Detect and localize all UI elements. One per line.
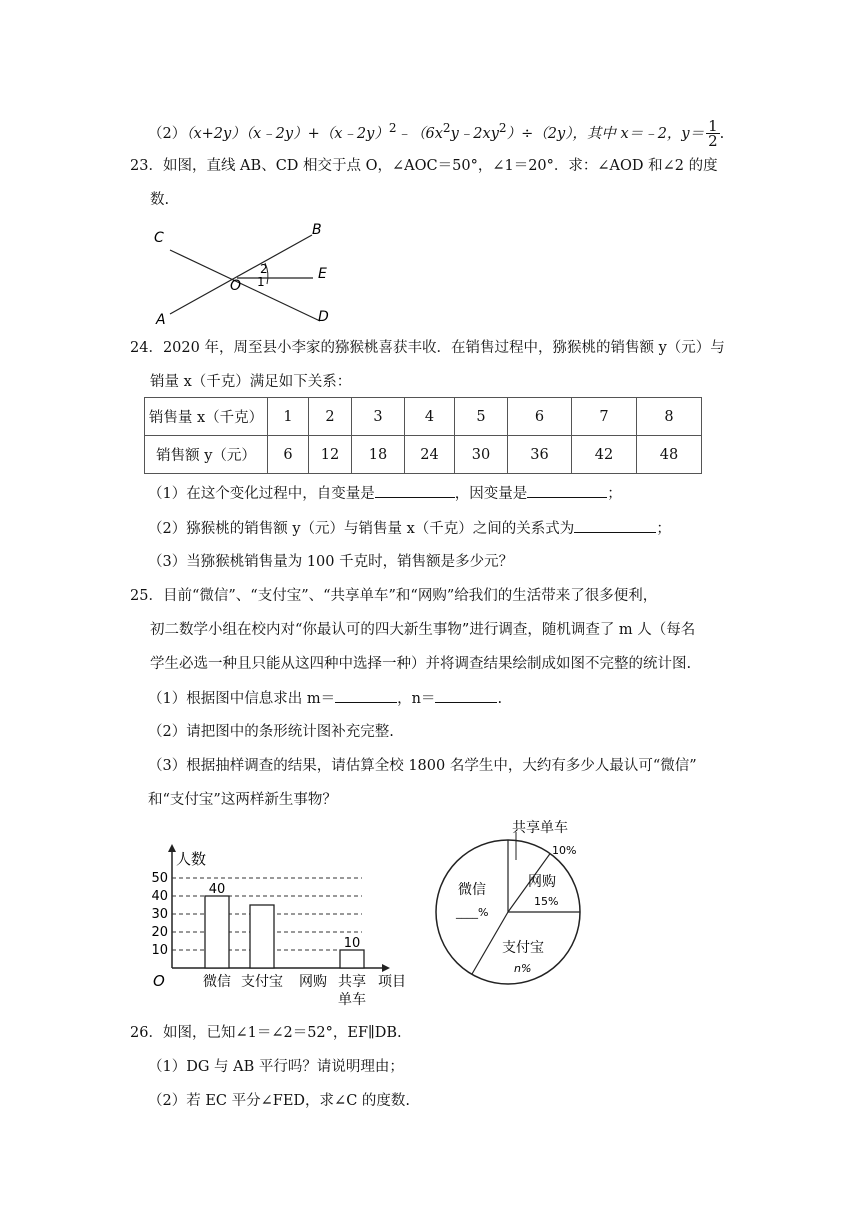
bar-data-label: 40 (208, 882, 226, 897)
q26-text: 如图，已知∠1＝∠2＝52°，EF∥DB. (162, 1025, 402, 1041)
pie-chart (430, 812, 590, 1012)
bar-ytick-label: 10 (151, 943, 168, 958)
bar-category-alipay: 支付宝 (241, 974, 283, 990)
q24-sub1-a: （1）在这个变化过程中，自变量是 (148, 486, 375, 502)
bar-ylabel: 人数 (176, 850, 207, 868)
q25-sub3-line1 (148, 756, 697, 776)
q25-sub3-b: 和“支付宝”这两样新生事物？ (148, 792, 337, 808)
q23-text1: 如图，直线 AB、CD 相交于点 O，∠AOC＝50°，∠1＝20°．求：∠AOD 和∠2 的度 (162, 158, 718, 174)
bar-1 (250, 905, 274, 968)
q22-exp-c: 2 (498, 121, 507, 135)
q25-sub2-text: （2）请把图中的条形统计图补充完整. (148, 724, 394, 740)
q22-label: （2） (148, 125, 187, 142)
q25-text1: 目前“微信”、“支付宝”、“共享单车”和“网购”给我们的生活带来了很多便利， (162, 588, 658, 604)
q23-number: 23． (130, 158, 163, 174)
pie-label-wechat: 微信 (458, 882, 486, 898)
q25-line2 (150, 620, 695, 640)
q25-text2: 初二数学小组在校内对“你最认可的四大新生事物”进行调查，随机调查了 m 人（每名 (150, 622, 696, 638)
q24-text2: 销量 x（千克）满足如下关系： (150, 374, 352, 390)
table-cell: 48 (637, 436, 702, 474)
table-header-x: 销售量 x（千克） (145, 398, 268, 436)
label-b: B (312, 222, 322, 238)
bar-3 (340, 950, 364, 968)
q24-sub2 (148, 518, 671, 539)
q24-text1: 2020 年，周至县小李家的猕猴桃喜获丰收．在销售过程中，猕猴桃的销售额 y（元）与 (162, 340, 725, 356)
q25-sub3-a: （3）根据抽样调查的结果，请估算全校 1800 名学生中，大约有多少人最认可“微信” (148, 758, 697, 774)
bar-category-bike-2: 单车 (338, 992, 366, 1008)
answer-blank-dependent[interactable] (527, 483, 607, 498)
bar-0 (205, 896, 229, 968)
bar-chart (148, 838, 418, 1008)
q23-line1 (130, 156, 718, 176)
bar-ytick-label: 20 (151, 925, 168, 940)
q22-expr-a: （x+2y）（x﹣2y）+（x﹣2y） (186, 125, 389, 142)
answer-blank-n[interactable] (435, 688, 497, 703)
q26-sub1-text: （1）DG 与 AB 平行吗？请说明理由； (148, 1059, 404, 1075)
q22-expr-b: ﹣（6x (396, 125, 443, 142)
pie-label-alipay: 支付宝 (502, 940, 544, 956)
table-cell: 6 (268, 436, 309, 474)
table-cell: 30 (455, 436, 508, 474)
q25-sub1-b: ，n＝ (397, 691, 436, 707)
bar-x-arrow (382, 964, 390, 972)
label-c: C (154, 230, 164, 246)
q26-sub2 (148, 1091, 410, 1111)
q24-sub1 (148, 483, 622, 504)
q24-line2 (150, 372, 351, 392)
table-cell: 3 (352, 398, 405, 436)
pie-pct-alipay: n% (514, 962, 532, 975)
table-row (145, 436, 702, 474)
q24-line1 (130, 338, 725, 358)
q22-expr-c: y﹣2xy (450, 125, 499, 142)
q23-figure (148, 218, 348, 328)
q22-end: . (719, 125, 725, 142)
table-cell: 4 (405, 398, 455, 436)
q24-number: 24． (130, 340, 163, 356)
q24-sub2-a: （2）猕猴桃的销售额 y（元）与销售量 x（千克）之间的关系式为 (148, 521, 575, 537)
q25-sub1-a: （1）根据图中信息求出 m＝ (148, 691, 336, 707)
table-cell: 2 (309, 398, 352, 436)
label-o: O (230, 278, 242, 294)
q22-exp-a: 2 (388, 121, 397, 135)
table-cell: 6 (508, 398, 572, 436)
line-ab (170, 235, 312, 314)
q25-text3: 学生必选一种且只能从这四种中选择一种）并将调查结果绘制成如图不完整的统计图. (150, 656, 692, 672)
table-cell: 24 (405, 436, 455, 474)
q26-line1 (130, 1023, 402, 1043)
q25-sub3-line2 (148, 790, 337, 810)
answer-blank-independent[interactable] (375, 483, 455, 498)
table-cell: 36 (508, 436, 572, 474)
q25-sub1-c: . (497, 691, 503, 707)
q24-sub3 (148, 552, 513, 572)
table-cell: 8 (637, 398, 702, 436)
table-cell: 12 (309, 436, 352, 474)
q22-expr-d: ）÷（2y），其中 x＝﹣2，y＝ (506, 125, 705, 142)
q23-line2 (150, 190, 169, 210)
q25-sub2 (148, 722, 394, 742)
q22-frac-den: 2 (708, 132, 718, 151)
q26-sub1 (148, 1057, 404, 1077)
table-header-y: 销售额 y（元） (145, 436, 268, 474)
q25-sub1 (148, 688, 502, 709)
table-cell: 1 (268, 398, 309, 436)
q22-frac-num: 1 (708, 117, 718, 136)
label-e: E (318, 266, 327, 282)
q24-sub2-b: ； (656, 521, 671, 537)
q24-sub1-c: ； (607, 486, 622, 502)
table-row (145, 398, 702, 436)
bar-y-arrow (168, 844, 176, 852)
pie-pct-online: 15% (534, 895, 559, 908)
bar-xlabel: 项目 (378, 974, 406, 990)
bar-ytick-label: 40 (151, 889, 168, 904)
pie-label-bike: 共享单车 (512, 820, 568, 836)
label-a: A (156, 312, 166, 328)
q24-sub1-b: ，因变量是 (454, 486, 528, 502)
bar-category-online: 网购 (299, 974, 327, 990)
q22-part2 (148, 117, 725, 151)
table-cell: 18 (352, 436, 405, 474)
line-cd (170, 250, 320, 321)
bar-ytick-label: 30 (151, 907, 168, 922)
pie-pct-bike: 10% (552, 844, 577, 857)
q26-sub2-text: （2）若 EC 平分∠FED，求∠C 的度数. (148, 1093, 411, 1109)
pie-pct-wechat: ____% (456, 906, 489, 919)
bar-category-bike-1: 共享 (338, 974, 366, 990)
answer-blank-m[interactable] (335, 688, 397, 703)
label-d: D (318, 309, 329, 325)
table-cell: 42 (572, 436, 637, 474)
label-angle2: 2 (260, 262, 268, 276)
label-angle1: 1 (257, 275, 265, 289)
bar-origin: O (153, 972, 165, 990)
q24-sub3-text: （3）当猕猴桃销售量为 100 千克时，销售额是多少元？ (148, 554, 514, 570)
table-cell: 5 (455, 398, 508, 436)
table-cell: 7 (572, 398, 637, 436)
bar-category-wechat: 微信 (203, 974, 231, 990)
q25-line3 (150, 654, 691, 674)
pie-label-online: 网购 (528, 874, 556, 890)
answer-blank-relation[interactable] (574, 518, 656, 533)
q25-number: 25． (130, 588, 163, 604)
q22-fraction (706, 117, 720, 151)
q22-exp-b: 2 (442, 121, 451, 135)
q25-line1 (130, 586, 657, 606)
sales-table (144, 397, 702, 474)
bar-data-label: 10 (343, 936, 361, 951)
bar-ytick-label: 50 (151, 871, 168, 886)
q23-text2: 数. (150, 192, 170, 208)
q26-number: 26． (130, 1025, 163, 1041)
